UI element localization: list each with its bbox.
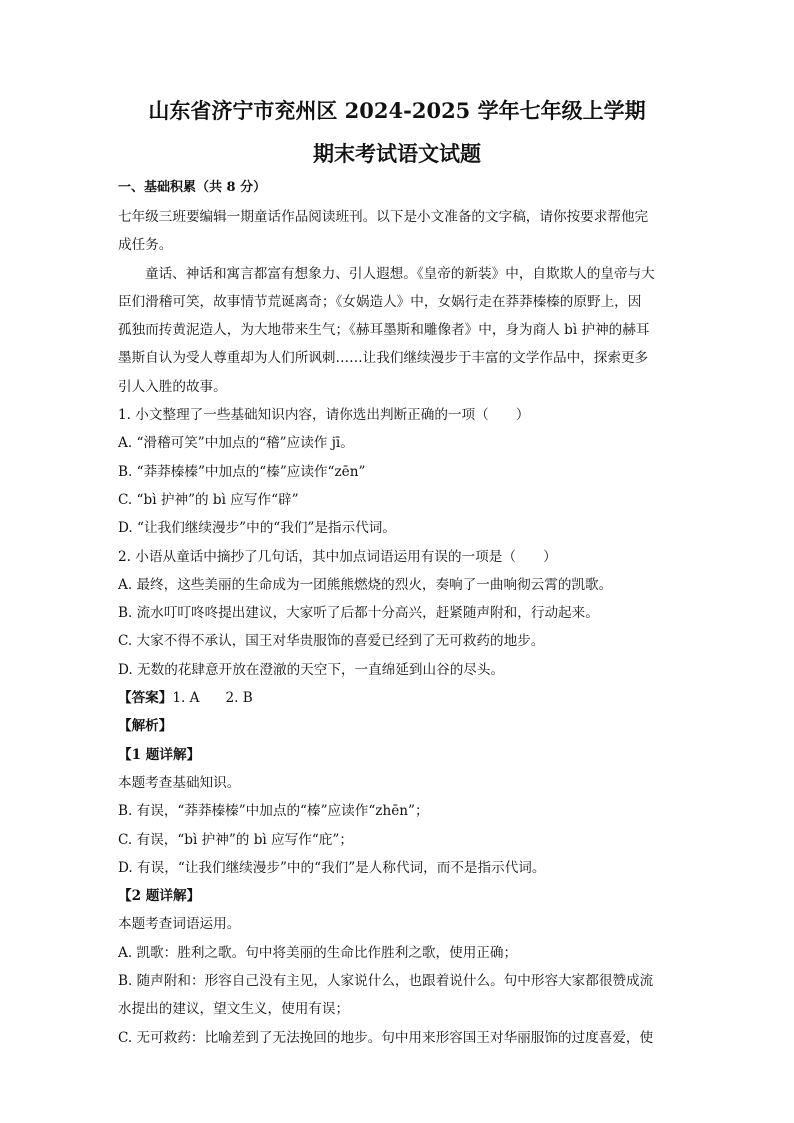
passage-line: 童话、神话和寓言都富有想象力、引人遐想。《皇帝的新装》中，自欺欺人的皇帝与大 — [145, 265, 655, 282]
exam-title-line2: 期末考试语文试题 — [313, 141, 481, 166]
intro-line: 成任务。 — [118, 237, 173, 254]
answer-line — [118, 684, 678, 712]
answer-label: 【答案】 — [118, 690, 173, 707]
answer-item-1: 1. A — [172, 690, 200, 707]
analysis-label: 【解析】 — [118, 718, 173, 735]
exam-title-line1: 山东省济宁市兖州区 2024-2025 学年七年级上学期 — [148, 98, 646, 123]
passage-line: 孤独而抟黄泥造人，为大地带来生气；《赫耳墨斯和雕像者》中，身为商人 bì 护神的赫耳 — [118, 322, 650, 339]
detail2-line: 水提出的建议，望文生义，使用有误； — [118, 1001, 350, 1018]
section-heading: 一、基础积累（共 8 分） — [118, 180, 267, 195]
exam-body — [118, 203, 678, 1052]
detail1-label: 【1 题详解】 — [118, 746, 201, 763]
question2-option-c: C. 大家不得不承认，国王对华贵服饰的喜爱已经到了无可救药的地步。 — [118, 633, 545, 650]
detail2-line: 本题考查词语运用。 — [118, 916, 241, 933]
question1-option-d: D. “让我们继续漫步”中的“我们”是指示代词。 — [118, 520, 396, 537]
passage-line: 引人入胜的故事。 — [118, 378, 227, 395]
detail1-line: D. 有误，“让我们继续漫步”中的“我们”是人称代词，而不是指示代词。 — [118, 859, 546, 876]
answer-item-2: 2. B — [225, 690, 253, 707]
question1-option-a: A. “滑稽可笑”中加点的“稽”应读作 jī。 — [118, 435, 354, 452]
question2-option-a: A. 最终，这些美丽的生命成为一团熊熊燃烧的烈火，奏响了一曲响彻云霄的凯歌。 — [118, 576, 613, 593]
detail2-line: C. 无可救药：比喻差到了无法挽回的地步。句中用来形容国王对华丽服饰的过度喜爱，使 — [118, 1029, 654, 1046]
question1-option-c: C. “bì 护神”的 bì 应写作“辟” — [118, 491, 299, 508]
detail1-line: 本题考查基础知识。 — [118, 774, 241, 791]
detail2-label: 【2 题详解】 — [118, 888, 201, 905]
passage-line: 墨斯自认为受人尊重却为人们所讽刺……让我们继续漫步于丰富的文学作品中，探索更多 — [118, 350, 649, 367]
question2-option-b: B. 流水叮叮咚咚提出建议，大家听了后都十分高兴，赶紧随声附和，行动起来。 — [118, 605, 599, 622]
detail1-line: B. 有误，“莽莽榛榛”中加点的“榛”应读作“zhēn”； — [118, 803, 429, 820]
detail2-line: A. 凯歌：胜利之歌。句中将美丽的生命比作胜利之歌，使用正确； — [118, 944, 518, 961]
intro-line: 七年级三班要编辑一期童话作品阅读班刊。以下是小文准备的文字稿，请你按要求帮他完 — [118, 209, 649, 225]
question1-stem: 1. 小文整理了一些基础知识内容，请你选出判断正确的一项（ ） — [118, 407, 530, 424]
question1-option-b: B. “莽莽榛榛”中加点的“榛”应读作“zēn” — [118, 463, 366, 480]
detail1-line: C. 有误，“bì 护神”的 bì 应写作“庇”； — [118, 831, 353, 848]
question2-stem: 2. 小语从童话中摘抄了几句话，其中加点词语运用有误的一项是（ ） — [118, 548, 557, 565]
question2-option-d: D. 无数的花肆意开放在澄澈的天空下，一直绵延到山谷的尽头。 — [118, 661, 505, 678]
detail2-line: B. 随声附和：形容自己没有主见，人家说什么，也跟着说什么。句中形容大家都很赞成流 — [118, 973, 654, 990]
passage-line: 臣们滑稽可笑，故事情节荒诞离奇；《女娲造人》中，女娲行走在莽莽榛榛的原野上，因 — [118, 293, 642, 310]
